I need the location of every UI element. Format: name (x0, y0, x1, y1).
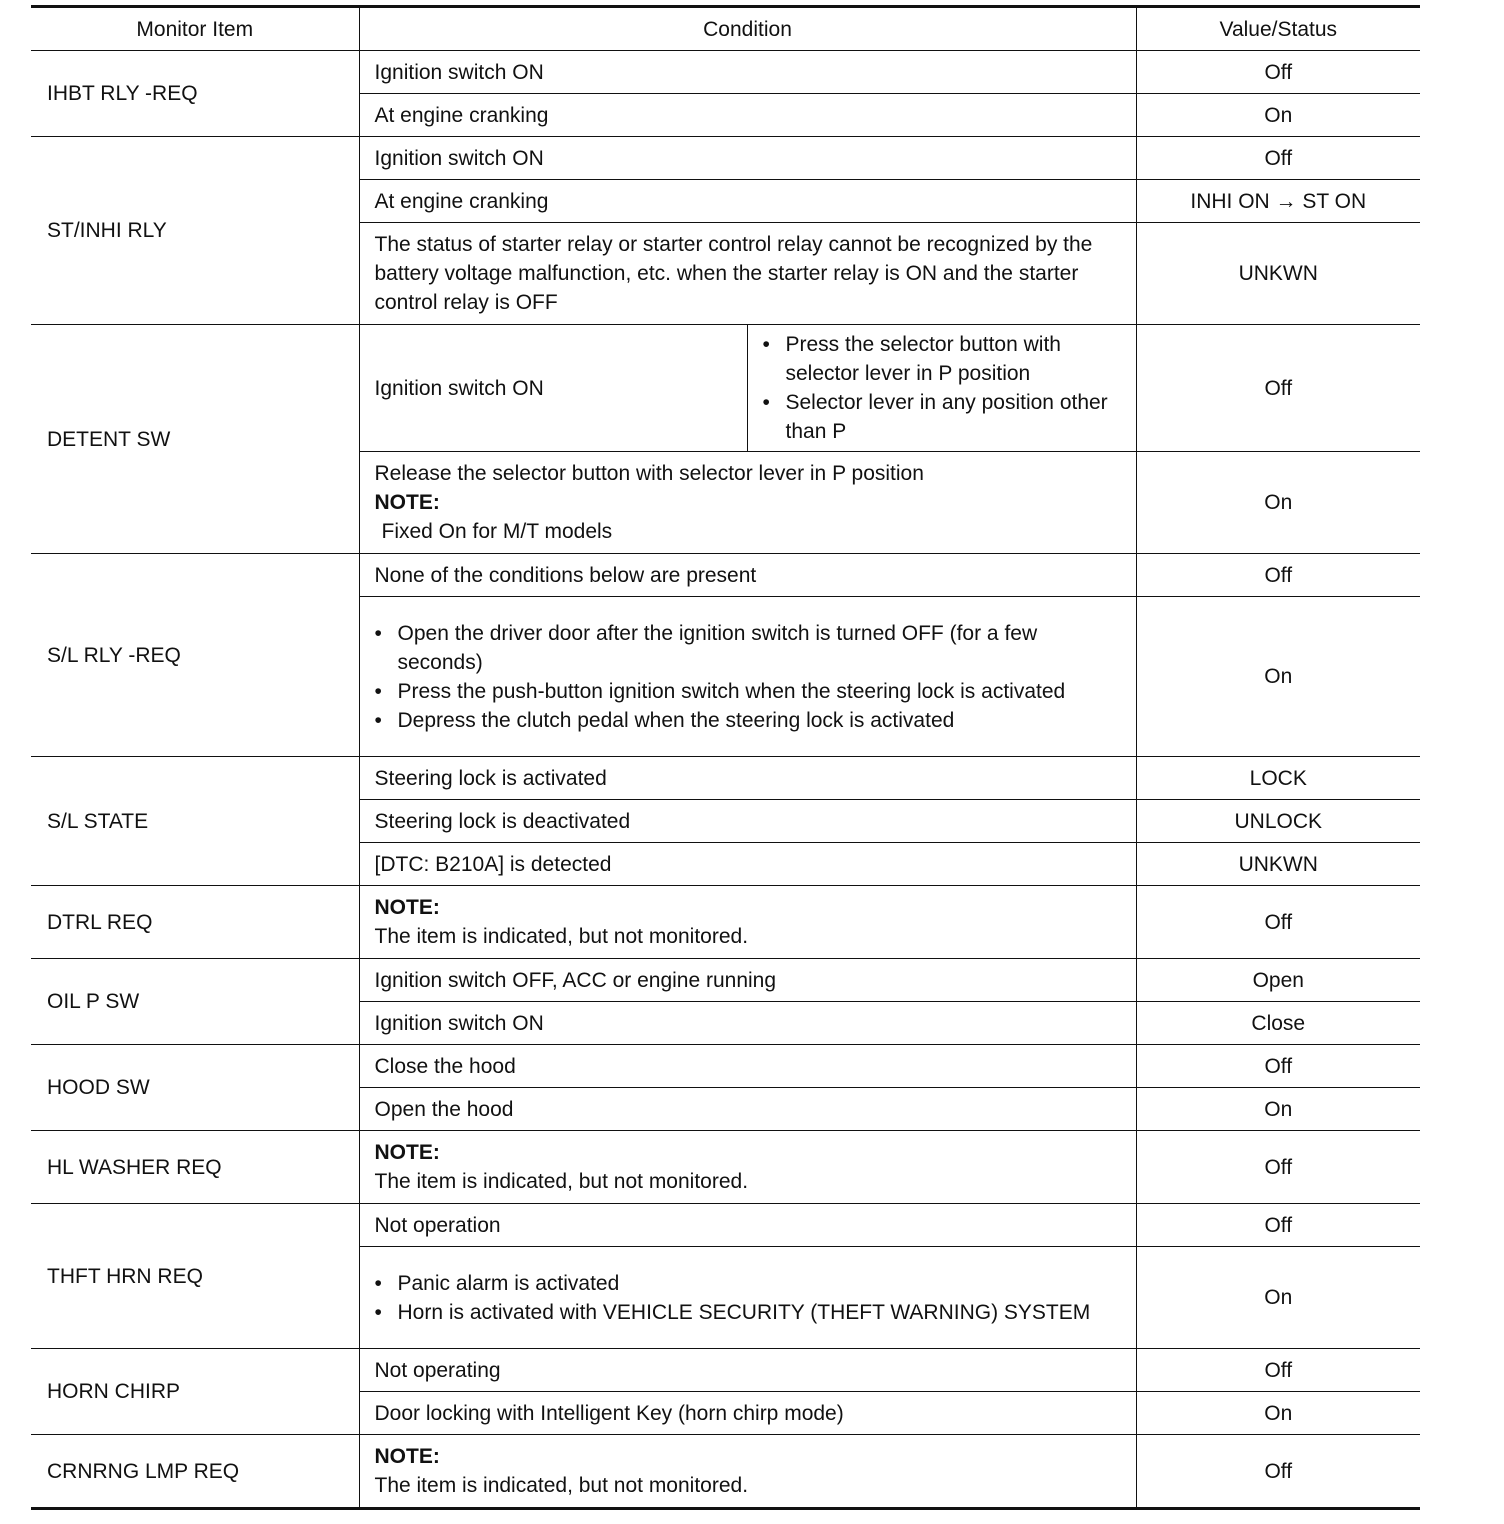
monitor-item-label: HORN CHIRP (31, 1349, 359, 1435)
condition-cell (359, 1435, 1136, 1509)
condition-cell: Close the hood (359, 1045, 1136, 1088)
monitor-item-label: IHBT RLY -REQ (31, 51, 359, 137)
monitor-item-label: S/L RLY -REQ (31, 554, 359, 757)
monitor-item-label: S/L STATE (31, 757, 359, 886)
condition-cell: Ignition switch OFF, ACC or engine running (359, 959, 1136, 1002)
monitor-item-label: OIL P SW (31, 959, 359, 1045)
value-cell: Off (1136, 886, 1420, 959)
condition-bullet: • Selector lever in any position other than P (763, 388, 1126, 446)
condition-cell: Door locking with Intelligent Key (horn chirp mode) (359, 1392, 1136, 1435)
note-label: NOTE: (374, 896, 440, 919)
condition-bullet-list (763, 330, 1126, 446)
value-cell: Off (1136, 1204, 1420, 1247)
value-cell: Off (1136, 1435, 1420, 1509)
table-row (31, 886, 1420, 959)
condition-cell: Not operating (359, 1349, 1136, 1392)
value-cell: UNKWN (1136, 843, 1420, 886)
monitor-item-label: HL WASHER REQ (31, 1131, 359, 1204)
value-cell: Off (1136, 325, 1420, 452)
value-cell: On (1136, 1247, 1420, 1349)
condition-cell: Ignition switch ON (359, 1002, 1136, 1045)
condition-cell: Ignition switch ON (359, 137, 1136, 180)
value-cell: Close (1136, 1002, 1420, 1045)
condition-cell (359, 452, 1136, 554)
condition-cell: Steering lock is activated (359, 757, 1136, 800)
condition-bullet: • Panic alarm is activated (375, 1269, 1126, 1298)
table-row (31, 1204, 1420, 1247)
condition-bullet: • Depress the clutch pedal when the steering lock is activated (375, 706, 1126, 735)
value-cell: On (1136, 1088, 1420, 1131)
value-cell: Open (1136, 959, 1420, 1002)
note-text: Fixed On for M/T models (381, 520, 613, 543)
note-label: NOTE: (374, 1445, 440, 1468)
value-cell: UNLOCK (1136, 800, 1420, 843)
table-row (31, 1349, 1420, 1392)
condition-cell: Steering lock is deactivated (359, 800, 1136, 843)
header-condition: Condition (359, 7, 1136, 51)
condition-cell: Ignition switch ON (359, 51, 1136, 94)
value-cell: On (1136, 1392, 1420, 1435)
table-row (31, 959, 1420, 1002)
condition-cell: At engine cranking (359, 180, 1136, 223)
condition-sub-cell (747, 325, 1136, 452)
table-row (31, 137, 1420, 180)
condition-cell: Ignition switch ON (359, 325, 747, 452)
value-cell: On (1136, 452, 1420, 554)
condition-bullet: • Press the push-button ignition switch when the steering lock is activated (375, 677, 1126, 706)
monitor-item-label: ST/INHI RLY (31, 137, 359, 325)
condition-bullet-list (375, 619, 1126, 735)
condition-cell (359, 597, 1136, 757)
monitor-item-label: CRNRNG LMP REQ (31, 1435, 359, 1509)
note-text: The item is indicated, but not monitored. (374, 925, 749, 948)
value-cell: UNKWN (1136, 223, 1420, 325)
note-label: NOTE: (374, 1141, 440, 1164)
note-text: The item is indicated, but not monitored. (374, 1474, 749, 1497)
condition-cell (359, 1247, 1136, 1349)
value-cell: Off (1136, 1045, 1420, 1088)
table-row (31, 325, 1420, 452)
monitor-item-label: DTRL REQ (31, 886, 359, 959)
condition-bullet-list (375, 1269, 1126, 1327)
table-header-row (31, 7, 1420, 51)
condition-cell: At engine cranking (359, 94, 1136, 137)
condition-cell: [DTC: B210A] is detected (359, 843, 1136, 886)
condition-bullet: • Open the driver door after the ignition switch is turned OFF (for a few seconds) (375, 619, 1126, 677)
condition-cell: Open the hood (359, 1088, 1136, 1131)
table-row (31, 757, 1420, 800)
value-cell: Off (1136, 137, 1420, 180)
condition-bullet: • Press the selector button with selector lever in P position (763, 330, 1126, 388)
header-monitor-item: Monitor Item (31, 7, 359, 51)
value-cell: On (1136, 94, 1420, 137)
value-cell: Off (1136, 554, 1420, 597)
condition-cell (359, 886, 1136, 959)
condition-cell: None of the conditions below are present (359, 554, 1136, 597)
condition-cell (359, 1131, 1136, 1204)
table-row (31, 1131, 1420, 1204)
header-value-status: Value/Status (1136, 7, 1420, 51)
monitor-item-label: DETENT SW (31, 325, 359, 554)
value-cell: Off (1136, 1349, 1420, 1392)
monitor-item-label: THFT HRN REQ (31, 1204, 359, 1349)
note-text: The item is indicated, but not monitored. (374, 1170, 749, 1193)
value-cell: Off (1136, 1131, 1420, 1204)
monitor-item-label: HOOD SW (31, 1045, 359, 1131)
table-row (31, 1435, 1420, 1509)
note-label: NOTE: (374, 491, 440, 514)
value-cell: INHI ON → ST ON (1136, 180, 1420, 223)
monitor-item-table (31, 5, 1420, 1510)
condition-cell: The status of starter relay or starter control relay cannot be recognized by the battery voltage malfunction, etc. when the starter relay is ON and the starter control relay is OFF (359, 223, 1136, 325)
value-cell: LOCK (1136, 757, 1420, 800)
condition-cell: Not operation (359, 1204, 1136, 1247)
table-row (31, 554, 1420, 597)
value-cell: On (1136, 597, 1420, 757)
condition-bullet: • Horn is activated with VEHICLE SECURITY (THEFT WARNING) SYSTEM (375, 1298, 1126, 1327)
value-cell: Off (1136, 51, 1420, 94)
table-row (31, 1045, 1420, 1088)
condition-text: Release the selector button with selector lever in P position (374, 462, 924, 485)
table-row (31, 51, 1420, 94)
